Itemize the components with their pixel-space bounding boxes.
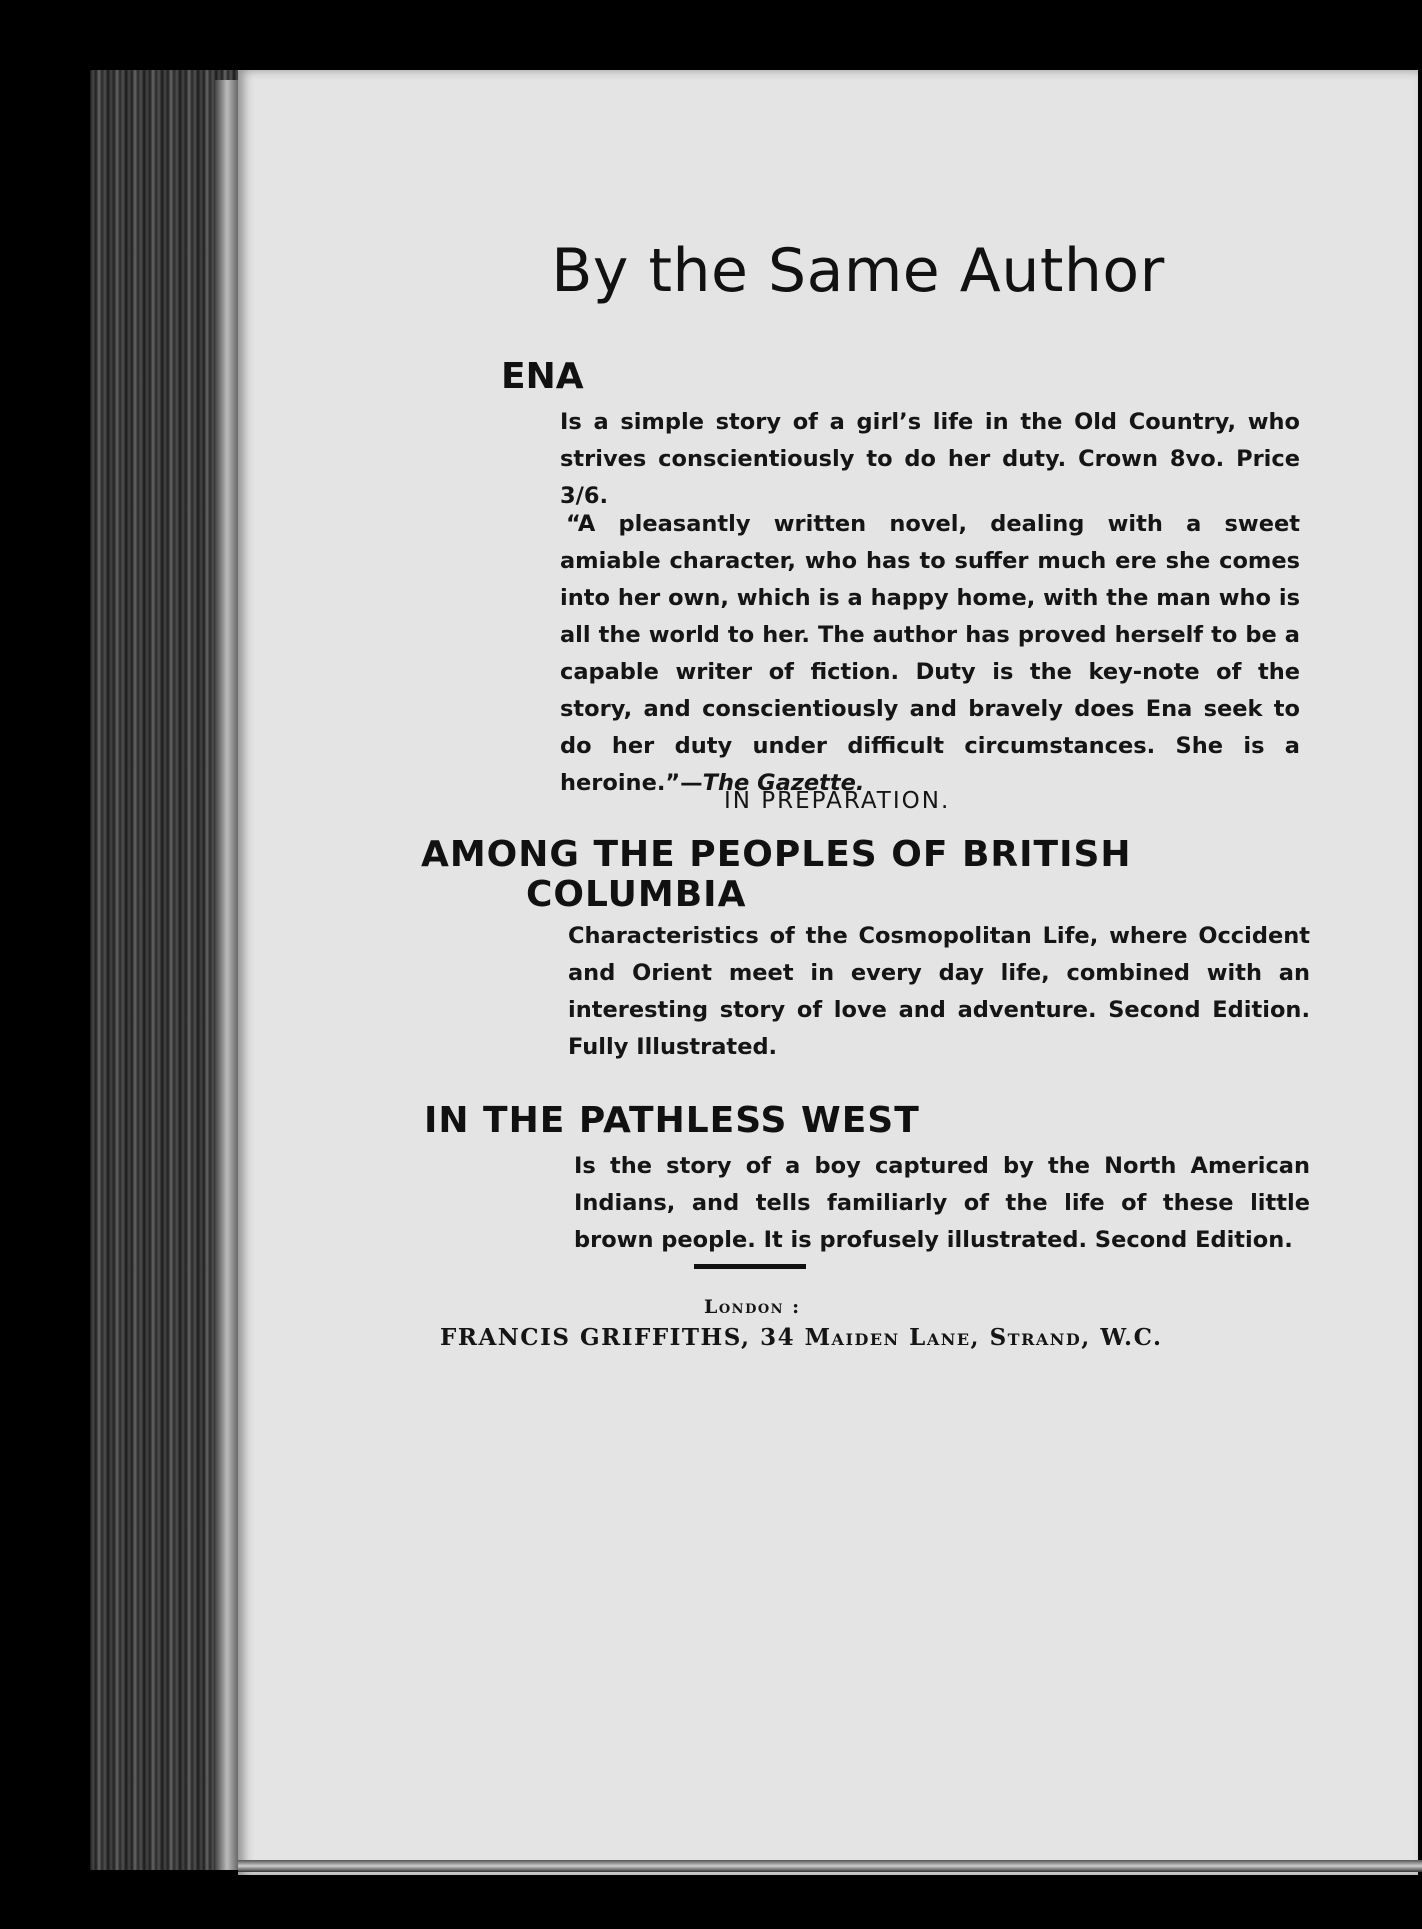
book-title-british-columbia-line2: COLUMBIA — [526, 874, 747, 915]
section-divider — [694, 1264, 806, 1269]
book-description-british-columbia: Characteristics of the Cosmopolitan Life, where Occident and Orient meet in every day life, combined with an interesting story of love and adventure. Second Edition. Fully Illustrated. — [568, 923, 1310, 1060]
review-text: “A pleasantly written novel, dealing with a sweet amiable character, who has to suffer much ere she comes into her own, which is a happy home, with the man who is all the world to her. The author has proved herself to be a capable writer of fiction. Duty is the key-note of the story, and conscientiously and bravely does Ena seek to do her duty under difficult circumstances. She is a heroine.”— — [560, 511, 1300, 796]
book-title-ena: ENA — [501, 356, 584, 397]
page-bottom-edge — [238, 1860, 1422, 1872]
in-preparation-label: IN PREPARATION. — [724, 788, 951, 814]
page-heading: By the Same Author — [551, 236, 1165, 306]
review-source: The Gazette. — [702, 770, 865, 796]
book-title-british-columbia-line1: AMONG THE PEOPLES OF BRITISH — [421, 834, 1132, 875]
book-title-pathless-west: IN THE PATHLESS WEST — [424, 1100, 920, 1141]
book-description-pathless-west: Is the story of a boy captured by the North American Indians, and tells familiarly of the life of these little brown people. It is profusely illustrated. Second Edition. — [574, 1153, 1310, 1253]
book-description-ena: Is a simple story of a girl’s life in the Old Country, who strives conscientiously to do her duty. Crown 8vo. Price 3/6. — [560, 409, 1300, 509]
book-page — [238, 70, 1418, 1875]
page-content — [238, 70, 1418, 1875]
imprint-publisher: FRANCIS GRIFFITHS, 34 Maiden Lane, Strand, W.C. — [440, 1324, 1163, 1351]
book-review-ena — [560, 506, 1300, 802]
imprint-city: London : — [704, 1296, 801, 1318]
